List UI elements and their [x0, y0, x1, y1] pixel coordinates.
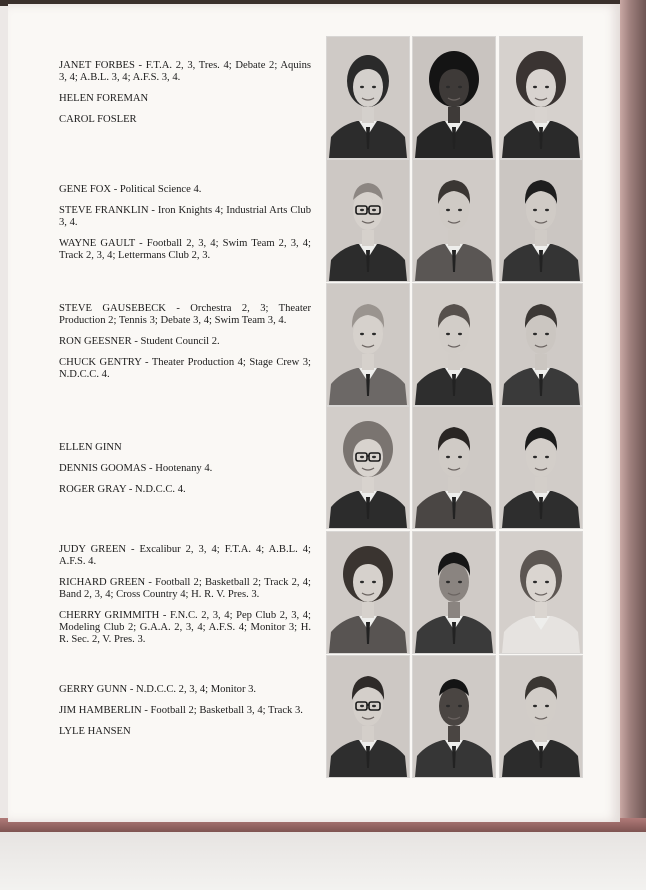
senior-entry: CHUCK GENTRY - Theater Production 4; Stage Crew 3; N.D.C.C. 4. — [59, 357, 311, 380]
student-portrait — [499, 283, 583, 406]
student-portrait — [326, 655, 410, 778]
senior-group-6 — [59, 684, 311, 747]
student-portrait — [499, 36, 583, 159]
student-portrait — [412, 655, 496, 778]
senior-entry: JANET FORBES - F.T.A. 2, 3, Tres. 4; Debate 2; Aquins 3, 4; A.B.L. 3, 4; A.F.S. 3, 4. — [59, 60, 311, 83]
senior-entry: ROGER GRAY - N.D.C.C. 4. — [59, 484, 186, 495]
senior-entry: STEVE FRANKLIN - Iron Knights 4; Industrial Arts Club 3, 4. — [59, 205, 311, 228]
senior-entry: LYLE HANSEN — [59, 726, 131, 737]
student-portrait — [412, 406, 496, 529]
student-portrait — [412, 159, 496, 282]
senior-entry: WAYNE GAULT - Football 2, 3, 4; Swim Team 2, 3, 4; Track 2, 3, 4; Lettermans Club 2, 3. — [59, 238, 311, 261]
student-portrait — [499, 531, 583, 654]
student-portrait — [326, 531, 410, 654]
student-portrait — [326, 283, 410, 406]
student-portrait — [499, 655, 583, 778]
senior-group-4 — [59, 442, 311, 505]
student-portrait — [326, 406, 410, 529]
table-surface — [0, 832, 646, 890]
senior-entry: RICHARD GREEN - Football 2; Basketball 2; Track 2, 4; Band 2, 3, 4; Cross Country 4; H. R. V. Pres. 3. — [59, 577, 311, 600]
student-portrait — [412, 283, 496, 406]
senior-entry: DENNIS GOOMAS - Hootenany 4. — [59, 463, 213, 474]
senior-group-2 — [59, 184, 311, 271]
senior-entry: ELLEN GINN — [59, 442, 122, 453]
senior-entry: STEVE GAUSEBECK - Orchestra 2, 3; Theater Production 2; Tennis 3; Debate 3, 4; Swim Team 3, 4. — [59, 303, 311, 326]
student-portrait — [499, 159, 583, 282]
senior-entry: GERRY GUNN - N.D.C.C. 2, 3, 4; Monitor 3. — [59, 684, 257, 695]
senior-entry: JIM HAMBERLIN - Football 2; Basketball 3, 4; Track 3. — [59, 705, 303, 716]
senior-entry: RON GEESNER - Student Council 2. — [59, 336, 220, 347]
senior-entry: GENE FOX - Political Science 4. — [59, 184, 202, 195]
student-portrait — [499, 406, 583, 529]
senior-entry: CAROL FOSLER — [59, 114, 137, 125]
senior-entry: HELEN FOREMAN — [59, 93, 149, 104]
student-portrait — [326, 159, 410, 282]
senior-group-3 — [59, 303, 311, 390]
student-portrait — [412, 531, 496, 654]
senior-entry: CHERRY GRIMMITH - F.N.C. 2, 3, 4; Pep Club 2, 3, 4; Modeling Club 2; G.A.A. 2, 3, 4; A.F.S. 4; Monitor 3; H. R. Sec. 2, V. Pres. 3. — [59, 610, 311, 645]
book-spine — [620, 0, 646, 830]
senior-entry: JUDY GREEN - Excalibur 2, 3, 4; F.T.A. 4; A.B.L. 4; A.F.S. 4. — [59, 544, 311, 567]
student-portrait — [326, 36, 410, 159]
student-portrait — [412, 36, 496, 159]
senior-group-1 — [59, 60, 311, 135]
senior-group-5 — [59, 544, 311, 655]
